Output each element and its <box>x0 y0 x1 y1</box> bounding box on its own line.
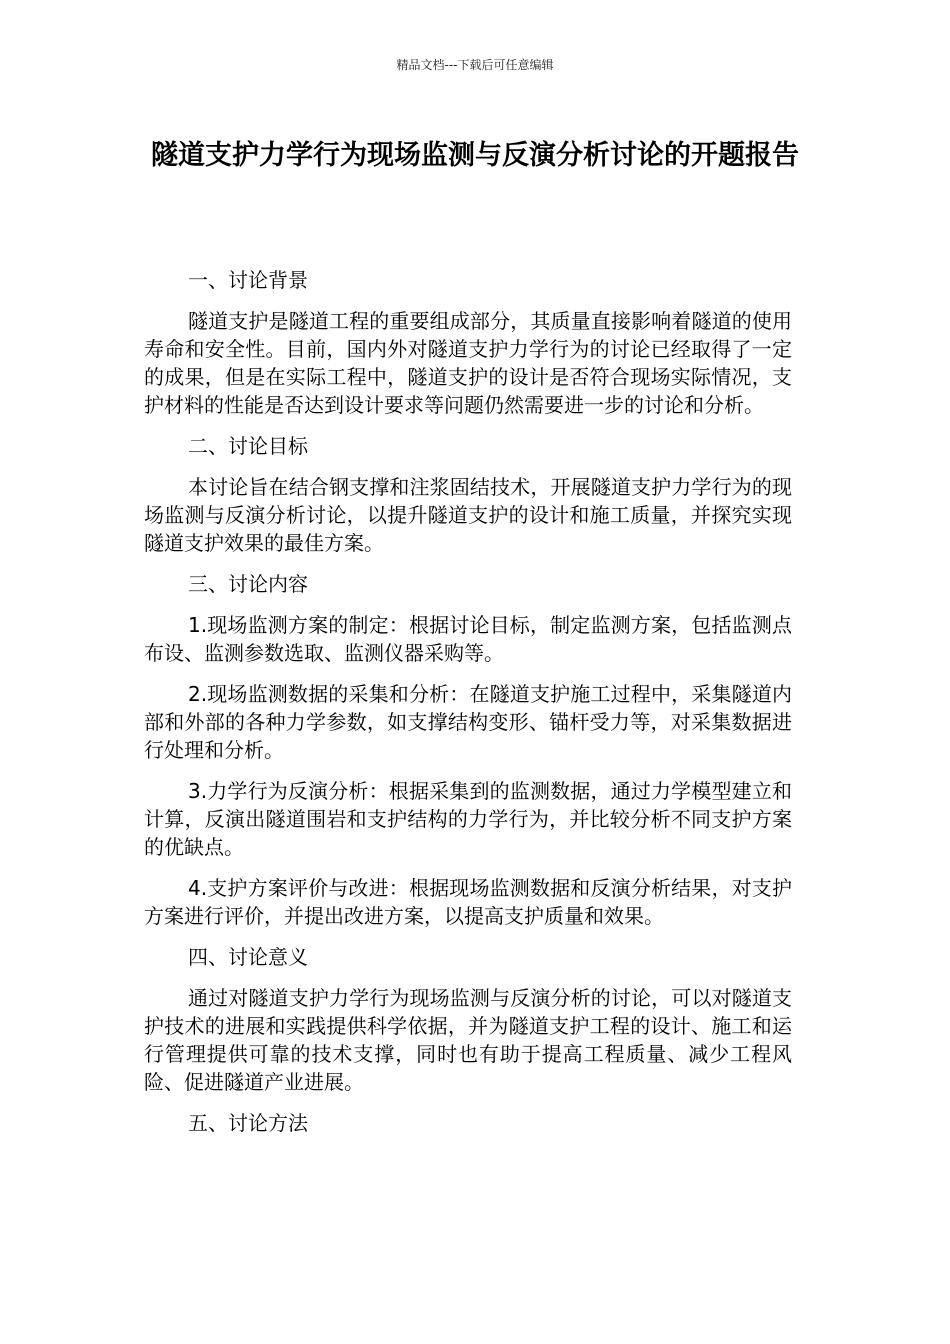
document-body <box>144 266 792 1150</box>
paragraph-content-item-1: 1.现场监测方案的制定：根据讨论目标，制定监测方案，包括监测点布设、监测参数选取、监测仪器采购等。 <box>144 613 792 665</box>
paragraph-content-item-4: 4.支护方案评价与改进：根据现场监测数据和反演分析结果，对支护方案进行评价，并提出改进方案，以提高支护质量和效果。 <box>144 876 792 928</box>
paragraph-content-item-2: 2.现场监测数据的采集和分析：在隧道支护施工过程中，采集隧道内部和外部的各种力学参数，如支撑结构变形、锚杆受力等，对采集数据进行处理和分析。 <box>144 682 792 762</box>
document-title: 隧道支护力学行为现场监测与反演分析讨论的开题报告 <box>151 140 799 171</box>
header-note: 精品文档---下载后可任意编辑 <box>396 58 554 72</box>
paragraph-significance: 通过对隧道支护力学行为现场监测与反演分析的讨论，可以对隧道支护技术的进展和实践提供科学依据，并为隧道支护工程的设计、施工和运行管理提供可靠的技术支撑，同时也有助于提高工程质量、减少工程风险、促进隧道产业进展。 <box>144 986 792 1094</box>
paragraph-content-item-3: 3.力学行为反演分析：根据采集到的监测数据，通过力学模型建立和计算，反演出隧道围岩和支护结构的力学行为，并比较分析不同支护方案的优缺点。 <box>144 779 792 859</box>
section-heading-significance: 四、讨论意义 <box>188 945 308 969</box>
section-heading-background: 一、讨论背景 <box>188 268 308 292</box>
section-heading-content: 三、讨论内容 <box>188 572 308 596</box>
section-heading-goal: 二、讨论目标 <box>188 434 308 458</box>
section-heading-method: 五、讨论方法 <box>188 1111 308 1135</box>
paragraph-background: 隧道支护是隧道工程的重要组成部分，其质量直接影响着隧道的使用寿命和安全性。目前，国内外对隧道支护力学行为的讨论已经取得了一定的成果，但是在实际工程中，隧道支护的设计是否符合现场实际情况，支护材料的性能是否达到设计要求等问题仍然需要进一步的讨论和分析。 <box>144 309 792 417</box>
paragraph-goal: 本讨论旨在结合钢支撑和注浆固结技术，开展隧道支护力学行为的现场监测与反演分析讨论，以提升隧道支护的设计和施工质量，并探究实现隧道支护效果的最佳方案。 <box>144 475 792 555</box>
